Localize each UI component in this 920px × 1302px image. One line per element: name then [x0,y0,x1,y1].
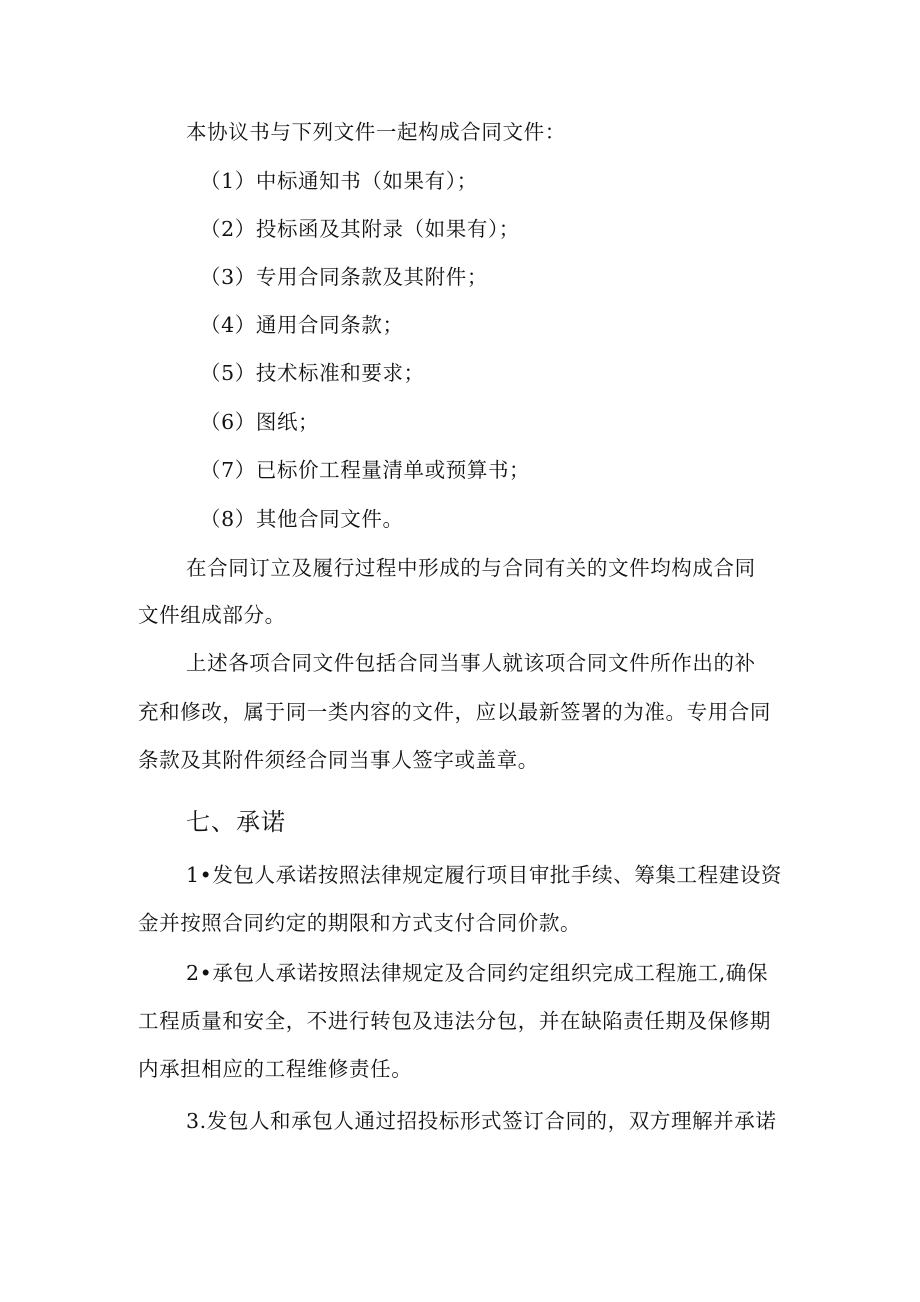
paragraph-line: 内承担相应的工程维修责任。 [138,1057,413,1081]
paragraph-line: 上述各项合同文件包括合同当事人就该项合同文件所作出的补 [186,651,756,675]
paragraph-line: 文件组成部分。 [138,603,286,627]
paragraph-line: 金并按照合同约定的期限和方式支付合同价款。 [138,911,582,935]
paragraph-line: 3.发包人和承包人通过招投标形式签订合同的，双方理解并承诺 [186,1109,777,1133]
list-item: （2）投标函及其附录（如果有）； [200,217,520,241]
list-item: （1）中标通知书（如果有）； [200,169,478,193]
intro-text: 本协议书与下列文件一起构成合同文件： [186,120,566,144]
paragraph-line: 充和修改，属于同一类内容的文件，应以最新签署的为准。专用合同 [138,700,771,724]
list-item: （3）专用合同条款及其附件； [200,265,488,289]
paragraph-line: 工程质量和安全，不进行转包及违法分包，并在缺陷责任期及保修期 [138,1009,771,1033]
list-item: （7）已标价工程量清单或预算书； [200,458,531,482]
list-item: （6）图纸； [200,410,320,434]
paragraph-line: 2•承包人承诺按照法律规定及合同约定组织完成工程施工,确保 [186,961,769,985]
list-item: （8）其他合同文件。 [200,507,404,531]
paragraph-line: 条款及其附件须经合同当事人签字或盖章。 [138,748,539,772]
paragraph-line: 1•发包人承诺按照法律规定履行项目审批手续、筹集工程建设资 [186,863,783,887]
list-item: （4）通用合同条款； [200,313,404,337]
paragraph-line: 在合同订立及履行过程中形成的与合同有关的文件均构成合同 [186,556,756,580]
section-heading: 七、承诺 [186,808,286,836]
list-item: （5）技术标准和要求； [200,361,425,385]
